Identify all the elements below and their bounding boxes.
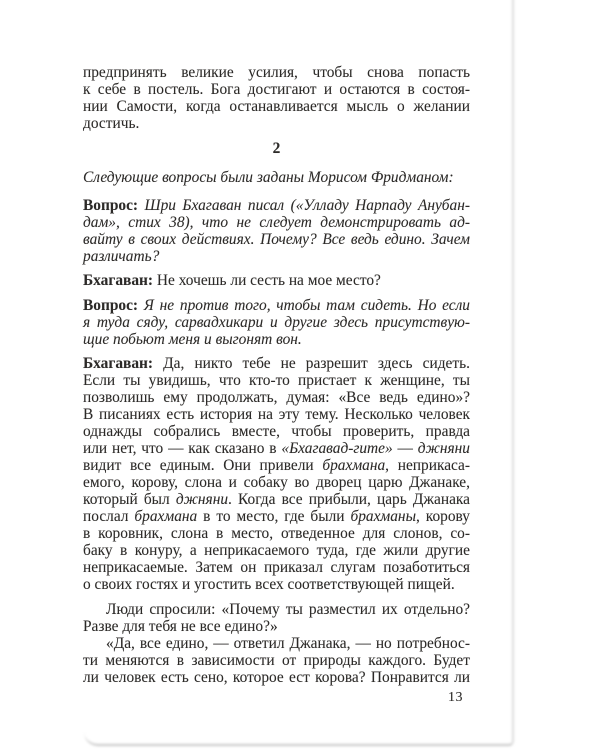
text-run: я туда сяду, сарвадхикари и другие здесь присутствую- [83, 313, 470, 331]
section-heading [83, 140, 470, 157]
text-line [83, 474, 470, 491]
text-line [83, 231, 470, 248]
text-line [83, 372, 470, 389]
text-run: к себе в постель. Бога достигают и остаются в состоя- [83, 81, 470, 98]
text-line [83, 491, 470, 508]
dialogue-answer-2 [83, 355, 470, 593]
text-run: неприкасаемые. Затем он приказал слугам позаботиться [83, 559, 470, 576]
dialogue-question-2 [83, 297, 470, 348]
text-line [83, 652, 470, 669]
text-line [83, 601, 470, 618]
text-run: вайту в своих действиях. Почему? Все ведь едино. Зачем [83, 230, 470, 248]
text-line [83, 423, 470, 440]
text-run: Не хочешь ли сесть на мое место? [156, 272, 381, 289]
text-run: , корову [416, 508, 470, 525]
text-run: о своих гостях и угостить всех соответствующей пищей. [83, 576, 455, 593]
paragraph-continuation [83, 64, 470, 132]
text-line [83, 115, 470, 132]
text-run: «Бхагавад-гите» [281, 440, 393, 457]
text-run: позволишь ему продолжать, думая: «Все ведь едино»? [83, 389, 470, 406]
text-line [83, 669, 470, 686]
text-run: достичь. [83, 115, 140, 132]
text-run: дам», стих 38), что не следует демонстрировать ад- [83, 213, 470, 231]
text-run: щие побьют меня и выгонят вон. [83, 330, 302, 348]
text-run: Бхагаван: [83, 272, 157, 289]
text-line [83, 98, 470, 115]
text-line [83, 169, 470, 186]
text-line [83, 297, 470, 314]
text-run: , неприкаса- [385, 457, 471, 474]
text-run: который был [83, 491, 176, 508]
text-run: 2 [272, 139, 281, 157]
text-run: различать? [83, 247, 160, 265]
text-line [83, 214, 470, 231]
text-run: Если ты увидишь, что кто-то пристает к женщине, ты [83, 372, 470, 389]
text-run: брахмана [134, 508, 198, 525]
text-line [83, 389, 470, 406]
text-line [83, 81, 470, 98]
text-run: Разве для тебя не все едино?» [83, 617, 278, 635]
text-line [83, 140, 470, 157]
text-run: «Да, все едино, — ответил Джанака, — но потребнос- [106, 634, 470, 652]
text-run: ли человек есть сено, которое ест корова? Понравится ли [83, 668, 470, 686]
text-run: Я не против того, чтобы там сидеть. Но если [143, 296, 471, 314]
text-run: Люди спросили: «Почему ты разместил их отдельно? [106, 600, 470, 618]
text-line [83, 618, 470, 635]
paragraph-people-asked [83, 601, 470, 635]
text-line [83, 406, 470, 423]
paragraph-janaka-reply [83, 635, 470, 686]
page-number: 13 [448, 690, 463, 705]
text-run: джняни [175, 491, 229, 508]
text-line [83, 525, 470, 542]
text-line [83, 248, 470, 265]
text-run: Да, никто тебе не разрешит здесь сидеть. [163, 355, 470, 372]
text-run: . Когда все прибыли, царь Джанака [228, 491, 470, 508]
text-run: предпринять великие усилия, чтобы снова попасть [83, 64, 470, 81]
text-run: Вопрос: [83, 196, 145, 214]
text-run: Следующие вопросы были заданы Морисом Фридманом: [83, 168, 454, 186]
text-line [83, 542, 470, 559]
text-line [83, 440, 470, 457]
text-run: нии Самости, когда останавливается мысль о желании [83, 98, 470, 115]
dialogue-question-1 [83, 197, 470, 265]
text-run: в коровник, слона в место, отведенное для слонов, со- [83, 525, 470, 542]
text-line [83, 635, 470, 652]
text-run: Шри Бхагаван писал («Улладу Нарпаду Анубан- [144, 196, 471, 214]
text-run: брахмана [322, 457, 386, 474]
text-run: емого, корову, слона и собаку во дворец царю Джанаке, [83, 474, 470, 491]
dialogue-answer-1 [83, 272, 470, 289]
text-line [83, 508, 470, 525]
text-line [83, 559, 470, 576]
text-line [83, 331, 470, 348]
text-run: однажды собрались вместе, чтобы проверить, правда [83, 423, 470, 440]
text-run: баку в конуру, а неприкасаемого туда, где жили другие [83, 542, 470, 559]
text-run: или нет, что — как сказано в [83, 440, 282, 457]
intro-line [83, 169, 470, 186]
text-run: ти меняются в зависимости от природы каждого. Будет [83, 651, 470, 669]
text-run: видит все единым. Они привели [83, 457, 323, 474]
text-run: Бхагаван: [83, 355, 164, 372]
text-line [83, 272, 470, 289]
text-line [83, 576, 470, 593]
text-line [83, 457, 470, 474]
text-line [83, 64, 470, 81]
text-run: В писаниях есть история на эту тему. Несколько человек [83, 406, 470, 423]
text-run: Вопрос: [83, 296, 144, 314]
text-run: послал [83, 508, 135, 525]
page-text-block [83, 64, 470, 686]
text-run: в то место, где были [197, 508, 351, 525]
text-run: — [392, 440, 418, 457]
text-line [83, 355, 470, 372]
text-line [83, 197, 470, 214]
text-run: джняни [417, 440, 470, 457]
text-run: брахманы [350, 508, 416, 525]
text-line [83, 314, 470, 331]
